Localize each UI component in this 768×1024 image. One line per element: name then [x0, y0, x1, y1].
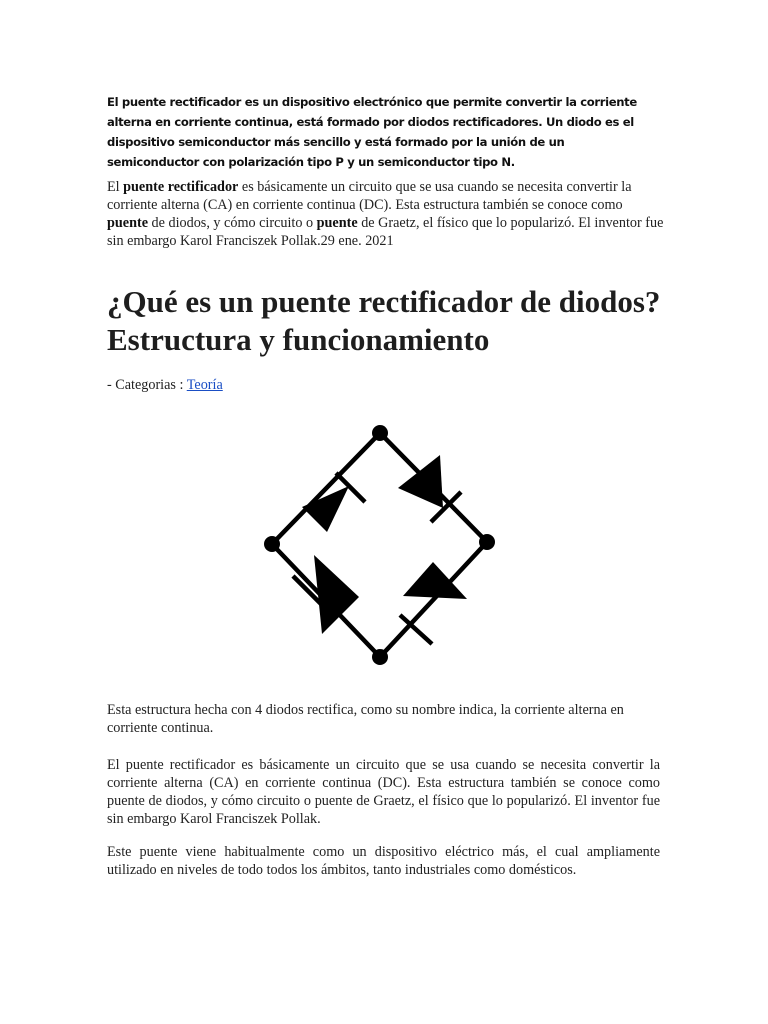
summary-bold-term: puente rectificador [123, 179, 239, 195]
categories-line [107, 376, 223, 394]
article-title: ¿Qué es un puente rectificador de diodos? Estructura y funcionamiento [107, 284, 661, 357]
summary-bold-term: puente [107, 215, 148, 231]
summary-paragraph [107, 178, 667, 250]
summary-text: de Graetz, el físico que lo popularizó. El inventor fue sin embargo Karol Franciszek Pollak.29 ene. 2021 [107, 215, 664, 249]
body-paragraph: El puente rectificador es básicamente un circuito que se usa cuando se necesita convertir la corriente alterna (CA) en corriente continua (DC). Esta estructura también se conoce como puente de diodos, y cómo circuito o puente de Graetz, el físico que lo popularizó. El inventor fue sin embargo Karol Franciszek Pollak. [107, 757, 660, 827]
diode-bridge-icon [245, 410, 520, 680]
category-link[interactable]: Teoría [186, 377, 223, 393]
summary-bold-term: puente [316, 215, 358, 231]
summary-text: El [107, 179, 124, 195]
summary-text: es básicamente un circuito que se usa cuando se necesita convertir la corriente alterna (CA) en corriente continua (DC). Esta estructura también se conoce como [107, 179, 632, 213]
body-paragraph: Este puente viene habitualmente como un dispositivo eléctrico más, el cual ampliamente utilizado en niveles de todo todos los ámbitos, tanto industriales como domésticos. [107, 844, 660, 878]
intro-paragraph: El puente rectificador es un dispositivo electrónico que permite convertir la corriente alterna en corriente continua, está formado por diodos rectificadores. Un diodo es el dispositivo semiconductor más sencillo y está formado por la unión de un semiconductor con polarización tipo P y un semiconductor tipo N. [107, 95, 637, 169]
summary-text: de diodos, y cómo circuito o [148, 215, 317, 231]
body-paragraph: Esta estructura hecha con 4 diodos rectifica, como su nombre indica, la corriente alterna en corriente continua. [107, 702, 624, 736]
categories-prefix: - Categorias : [107, 377, 187, 393]
